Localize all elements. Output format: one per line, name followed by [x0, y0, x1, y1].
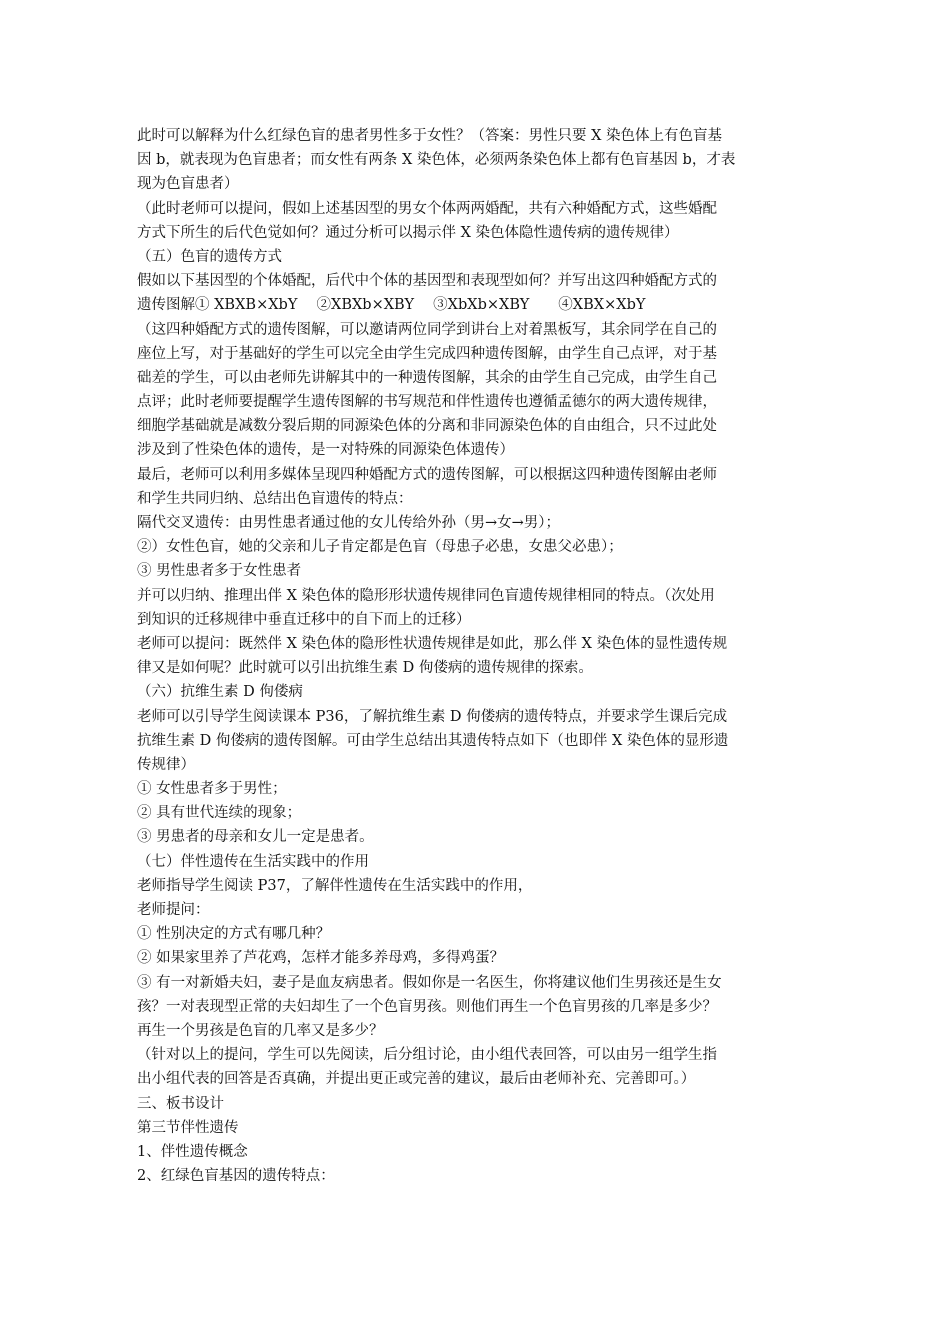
text-line: 抗维生素 D 佝偻病的遗传图解。可由学生总结出其遗传特点如下（也即伴 X 染色体的显形遗 — [137, 732, 729, 749]
document-body — [137, 124, 815, 1188]
text-line: 律又是如何呢？此时就可以引出抗维生素 D 佝偻病的遗传规律的探索。 — [137, 660, 593, 677]
text-line: 点评；此时老师要提醒学生遗传图解的书写规范和伴性遗传也遵循孟德尔的两大遗传规律， — [137, 394, 717, 411]
text-line: 最后，老师可以利用多媒体呈现四种婚配方式的遗传图解，可以根据这四种遗传图解由老师 — [137, 466, 717, 483]
text-line: （这四种婚配方式的遗传图解，可以邀请两位同学到讲台上对着黑板写，其余同学在自己的 — [137, 321, 717, 338]
text-line: 和学生共同归纳、总结出色盲遗传的特点： — [137, 490, 413, 507]
text-line: 老师可以提问：既然伴 X 染色体的隐形性状遗传规律是如此，那么伴 X 染色体的显性遗传规 — [137, 635, 728, 652]
text-line: 1、伴性遗传概念 — [137, 1143, 248, 1160]
text-line: 三、板书设计 — [137, 1095, 224, 1112]
text-line: ② 如果家里养了芦花鸡，怎样才能多养母鸡，多得鸡蛋？ — [137, 950, 505, 967]
text-line: 座位上写，对于基础好的学生可以完全由学生完成四种遗传图解，由学生自己点评，对于基 — [137, 345, 717, 362]
text-line: 假如以下基因型的个体婚配，后代中个体的基因型和表现型如何？并写出这四种婚配方式的 — [137, 273, 717, 290]
text-line: 孩？一对表现型正常的夫妇却生了一个色盲男孩。则他们再生一个色盲男孩的几率是多少？ — [137, 998, 717, 1015]
text-line: 因 b，就表现为色盲患者；而女性有两条 X 染色体，必须两条染色体上都有色盲基因 b，才表 — [137, 152, 736, 169]
text-line: ③ 男性患者多于女性患者 — [137, 563, 302, 580]
text-line: 第三节伴性遗传 — [137, 1119, 239, 1136]
text-line: 再生一个男孩是色盲的几率又是多少？ — [137, 1022, 384, 1039]
text-line: 细胞学基础就是减数分裂后期的同源染色体的分离和非同源染色体的自由组合，只不过此处 — [137, 418, 717, 435]
text-line: 老师提问： — [137, 902, 210, 918]
text-line: （五）色盲的遗传方式 — [137, 248, 282, 265]
text-line: 并可以归纳、推理出伴 X 染色体的隐形形状遗传规律同色盲遗传规律相同的特点。（次处用 — [137, 587, 715, 604]
text-line: （此时老师可以提问，假如上述基因型的男女个体两两婚配，共有六种婚配方式，这些婚配 — [137, 200, 717, 217]
text-line: 到知识的迁移规律中垂直迁移中的自下而上的迁移） — [137, 611, 471, 628]
text-line: （六）抗维生素 D 佝偻病 — [137, 684, 303, 701]
text-line: ③ 有一对新婚夫妇，妻子是血友病患者。假如你是一名医生，你将建议他们生男孩还是生女 — [137, 974, 722, 991]
text-line: 础差的学生，可以由老师先讲解其中的一种遗传图解，其余的由学生自己完成，由学生自己 — [137, 369, 717, 386]
text-line: 此时可以解释为什么红绿色盲的患者男性多于女性？（答案：男性只要 X 染色体上有色盲基 — [137, 128, 723, 144]
text-line: 老师指导学生阅读 P37，了解伴性遗传在生活实践中的作用， — [137, 877, 533, 894]
text-line: ① 性别决定的方式有哪几种？ — [137, 926, 331, 943]
text-line: 老师可以引导学生阅读课本 P36，了解抗维生素 D 佝偻病的遗传特点，并要求学生课后完成 — [137, 708, 728, 725]
text-line: 出小组代表的回答是否真确，并提出更正或完善的建议，最后由老师补充、完善即可。） — [137, 1071, 696, 1088]
text-line: （针对以上的提问，学生可以先阅读，后分组讨论，由小组代表回答，可以由另一组学生指 — [137, 1047, 717, 1064]
text-line: 传规律） — [137, 756, 195, 773]
text-line: 方式下所生的后代色觉如何？通过分析可以揭示伴 X 染色体隐性遗传病的遗传规律） — [137, 224, 679, 241]
text-line: 隔代交叉遗传：由男性患者通过他的女儿传给外孙（男→女→男）； — [137, 515, 561, 531]
text-line: 2、红绿色盲基因的遗传特点： — [137, 1168, 335, 1185]
text-line: ③ 男患者的母亲和女儿一定是患者。 — [137, 829, 374, 846]
text-line: 遗传图解① XBXB×XbY ②XBXb×XBY ③XbXb×XBY ④XBX×XbY — [137, 297, 646, 314]
text-line: ② 具有世代连续的现象； — [137, 805, 302, 822]
text-line: ① 女性患者多于男性； — [137, 781, 287, 798]
text-line: （七）伴性遗传在生活实践中的作用 — [137, 853, 369, 870]
text-line: ②）女性色盲，她的父亲和儿子肯定都是色盲（母患子必患，女患父必患）； — [137, 539, 623, 556]
text-line: 涉及到了性染色体的遗传，是一对特殊的同源染色体遗传） — [137, 442, 514, 459]
text-line: 现为色盲患者） — [137, 176, 239, 193]
